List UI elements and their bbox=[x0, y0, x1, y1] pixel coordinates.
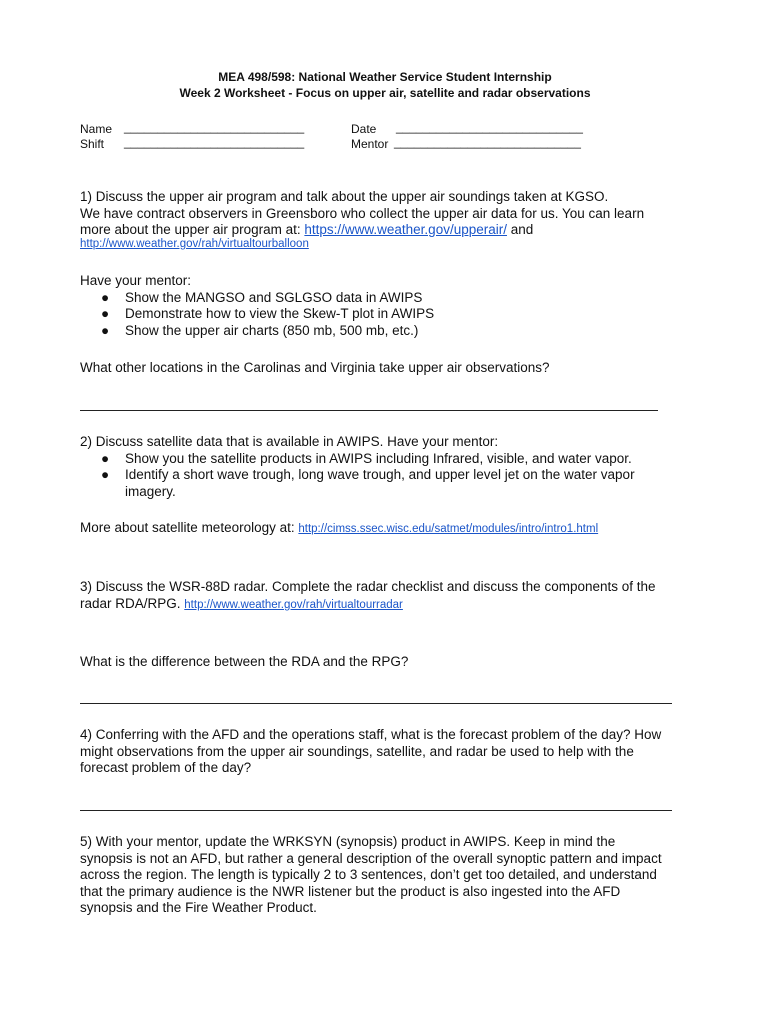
name-blank[interactable]: ___________________________ bbox=[124, 120, 305, 134]
cimss-link[interactable]: http://cimss.ssec.wisc.edu/satmet/modules/intro/intro1.html bbox=[298, 523, 599, 535]
q3-line2-prefix: radar RDA/RPG. bbox=[80, 596, 185, 611]
q1-line3 bbox=[80, 222, 533, 237]
q5-line5: synopsis and the Fire Weather Product. bbox=[80, 900, 317, 915]
q3-line2 bbox=[80, 596, 403, 611]
q1-line2: We have contract observers in Greensboro who collect the upper air data for us. You can learn bbox=[80, 206, 645, 221]
q1-line4 bbox=[80, 238, 309, 250]
q1-bullet-3: ● Show the upper air charts (850 mb, 500 mb, etc.) bbox=[101, 323, 419, 338]
name-label: Name bbox=[80, 122, 113, 136]
q2-bullet-1: ● Show you the satellite products in AWIPS including Infrared, visible, and water vapor. bbox=[101, 451, 632, 466]
q4-line2: might observations from the upper air soundings, satellite, and radar be used to help with the bbox=[80, 744, 634, 759]
q3-question: What is the difference between the RDA and the RPG? bbox=[80, 654, 409, 669]
q5-line2: synopsis is not an AFD, but rather a general description of the overall synoptic pattern and impact bbox=[80, 851, 662, 866]
bullet-dot: ● bbox=[101, 323, 110, 338]
q1-question: What other locations in the Carolinas and Virginia take upper air observations? bbox=[80, 360, 550, 375]
q2-bullet-2-cont: imagery. bbox=[125, 484, 176, 499]
q1-line3-prefix: more about the upper air program at: bbox=[80, 222, 305, 237]
q2-line1: 2) Discuss satellite data that is available in AWIPS. Have your mentor: bbox=[80, 434, 499, 449]
virtualtourradar-link[interactable]: http://www.weather.gov/rah/virtualtourradar bbox=[184, 599, 403, 611]
q2-more-prefix: More about satellite meteorology at: bbox=[80, 520, 299, 535]
mentor-label: Mentor bbox=[351, 137, 389, 151]
q5-line1: 5) With your mentor, update the WRKSYN (synopsis) product in AWIPS. Keep in mind the bbox=[80, 834, 616, 849]
q1-line1: 1) Discuss the upper air program and talk about the upper air soundings taken at KGSO. bbox=[80, 189, 609, 204]
date-blank[interactable]: ____________________________ bbox=[396, 120, 583, 134]
q1-line3-suffix: and bbox=[506, 222, 534, 237]
q1-bullet-2: ● Demonstrate how to view the Skew-T plot in AWIPS bbox=[101, 306, 435, 321]
virtualtourballoon-link[interactable]: http://www.weather.gov/rah/virtualtourballoon bbox=[80, 238, 309, 250]
bullet-dot: ● bbox=[101, 306, 110, 321]
q4-answer-line[interactable] bbox=[80, 810, 672, 811]
upperair-link[interactable]: https://www.weather.gov/upperair/ bbox=[304, 222, 507, 237]
q1-mentor-intro: Have your mentor: bbox=[80, 273, 192, 288]
q4-line3: forecast problem of the day? bbox=[80, 760, 252, 775]
shift-label: Shift bbox=[80, 137, 105, 151]
q2-more bbox=[80, 520, 598, 535]
q3-line1: 3) Discuss the WSR-88D radar. Complete the radar checklist and discuss the components of the bbox=[80, 579, 656, 594]
bullet-dot: ● bbox=[101, 467, 110, 482]
date-label: Date bbox=[351, 122, 377, 136]
q5-line4: that the primary audience is the NWR listener but the product is also ingested into the AFD bbox=[80, 884, 621, 899]
worksheet-subtitle: Week 2 Worksheet - Focus on upper air, satellite and radar observations bbox=[179, 86, 591, 100]
q3-answer-line[interactable] bbox=[80, 703, 672, 704]
q1-bullet-1: ● Show the MANGSO and SGLGSO data in AWIPS bbox=[101, 290, 423, 305]
bullet-dot: ● bbox=[101, 451, 110, 466]
q4-line1: 4) Conferring with the AFD and the operations staff, what is the forecast problem of the day? How bbox=[80, 727, 662, 742]
shift-blank[interactable]: ___________________________ bbox=[124, 135, 305, 149]
bullet-dot: ● bbox=[101, 290, 110, 305]
q5-line3: across the region. The length is typically 2 to 3 sentences, don’t get too detailed, and understand bbox=[80, 867, 657, 882]
mentor-blank[interactable]: ____________________________ bbox=[394, 135, 581, 149]
worksheet-title: MEA 498/598: National Weather Service Student Internship bbox=[218, 70, 552, 84]
q2-bullet-2: ● Identify a short wave trough, long wave trough, and upper level jet on the water vapor bbox=[101, 467, 635, 482]
q1-answer-line[interactable] bbox=[80, 410, 658, 411]
